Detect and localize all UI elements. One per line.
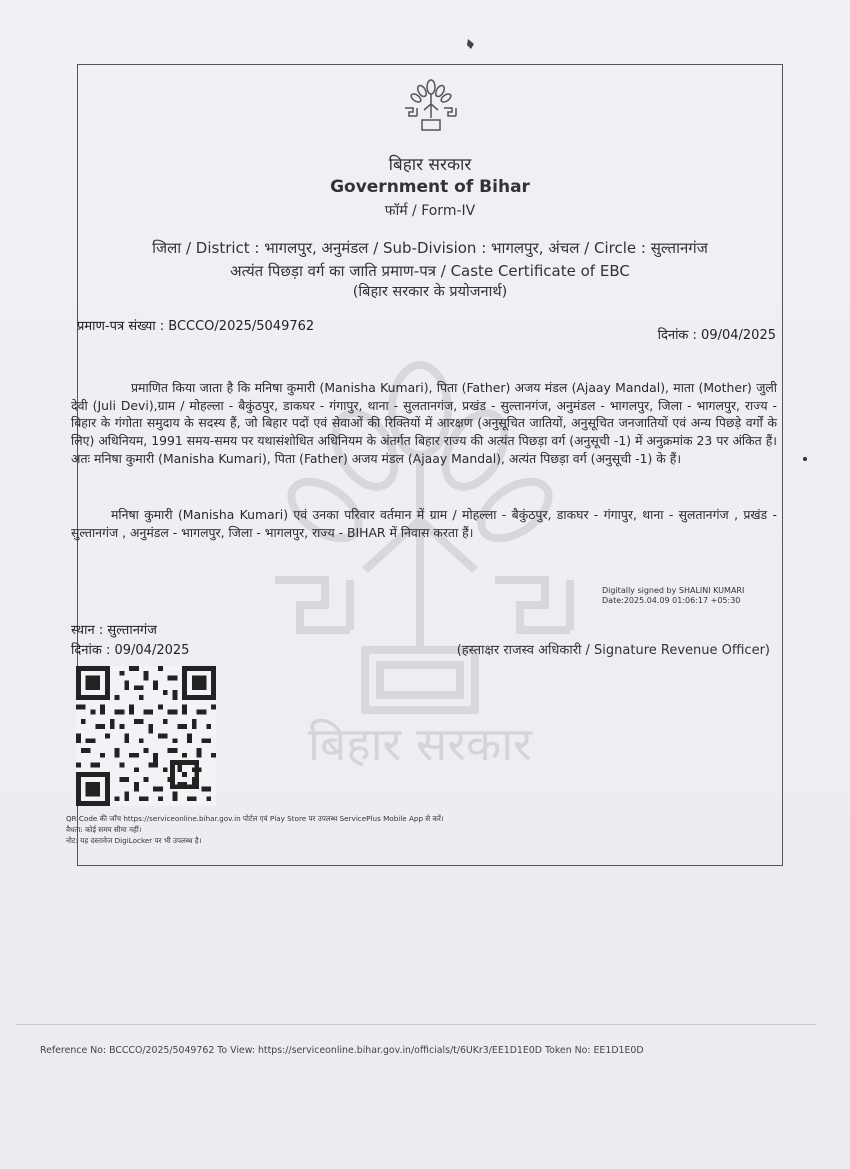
issue-date-label: दिनांक : 09/04/2025 [71, 643, 190, 658]
signatory-label: (हस्ताक्षर राजस्व अधिकारी / Signature Revenue Officer) [456, 643, 770, 658]
digital-signature-name: Digitally signed by SHALINI KUMARI [602, 586, 745, 595]
place-label: स्थान : सुल्तानगंज [71, 623, 157, 638]
ink-speck-mark [466, 38, 476, 50]
digital-signature-block [602, 586, 744, 606]
residence-paragraph: मनिषा कुमारी (Manisha Kumari) एवं उनका परिवार वर्तमान में ग्राम / मोहल्ला - बैकुंठपुर, डाकघर - गंगापुर, थाना - सुलतानगंज , प्रखंड - सुल्तानगंज , अनुमंडल - भागलपुर, जिला - भागलपुर, राज्य - BIHAR में निवास करता हैं। [71, 507, 777, 540]
watermark-text: बिहार सरकार [308, 717, 532, 771]
certificate-date: दिनांक : 09/04/2025 [657, 328, 776, 343]
certificate-body-paragraph: प्रमाणित किया जाता है कि मनिषा कुमारी (Manisha Kumari), पिता (Father) अजय मंडल (Ajaay Mandal), माता (Mother) जुली देवी (Juli Devi),ग्राम / मोहल्ला - बैकुंठपुर, डाकघर - गंगापुर, थाना - सुलतानगंज, प्रखंड - सुल्तानगंज, अनुमंडल - भागलपुर, जिला - भागलपुर, राज्य - बिहार के गंगोता समुदाय के सदस्य हैं, जो बिहार पदों एवं सेवाओं की रिक्तियों में आरक्षण (अनुसूचित जातियों, अनुसूचित जनजातियों एवं अन्य पिछड़े वर्गों के लिए) अधिनियम, 1991 समय-समय पर यथासंशोधित अधिनियम के अंतर्गत बिहार राज्य की अत्यंत पिछड़ा वर्ग (अनुसूची -1) में अनुक्रमांक 23 पर अंकित हैं। अतः मनिषा कुमारी (Manisha Kumari), पिता (Father) अजय मंडल (Ajaay Mandal), अत्यंत पिछड़ा वर्ग (अनुसूची -1) के हैं। [71, 380, 777, 466]
header-hindi-government: बिहार सरकार [388, 155, 472, 175]
certificate-title: अत्यंत पिछड़ा वर्ग का जाति प्रमाण-पत्र / Caste Certificate of EBC [230, 262, 630, 280]
certificate-purpose: (बिहार सरकार के प्रयोजनार्थ) [352, 284, 508, 300]
form-label: फॉर्म / Form-IV [384, 203, 476, 219]
header-government-of-bihar: Government of Bihar [330, 177, 530, 197]
qr-note-digilocker: नोट: यह दस्तावेज DigiLocker पर भी उपलब्ध है। [66, 836, 202, 845]
qr-code[interactable] [76, 666, 216, 806]
qr-note-validity: वैधता: कोई समय सीमा नहीं। [66, 825, 142, 834]
stray-dot [803, 457, 807, 461]
qr-note-verify: QR Code की जाँच https://serviceonline.bihar.gov.in पोर्टल एवं Play Store पर उपलब्ध ServicePlus Mobile App से करें। [66, 814, 444, 823]
district-line: जिला / District : भागलपुर, अनुमंडल / Sub-Division : भागलपुर, अंचल / Circle : सुल्तानगंज [152, 239, 708, 257]
certificate-number: प्रमाण-पत्र संख्या : BCCCO/2025/5049762 [77, 319, 315, 334]
digital-signature-date: Date:2025.04.09 01:06:17 +05:30 [602, 596, 741, 605]
footer-reference: Reference No: BCCCO/2025/5049762 To View: https://serviceonline.bihar.gov.in/officials/t/6UKr3/EE1D1E0D Token No: EE1D1E0D [40, 1045, 644, 1056]
qr-verification-notes [66, 813, 444, 846]
footer-divider [16, 1024, 816, 1025]
bihar-emblem-icon [400, 78, 462, 134]
